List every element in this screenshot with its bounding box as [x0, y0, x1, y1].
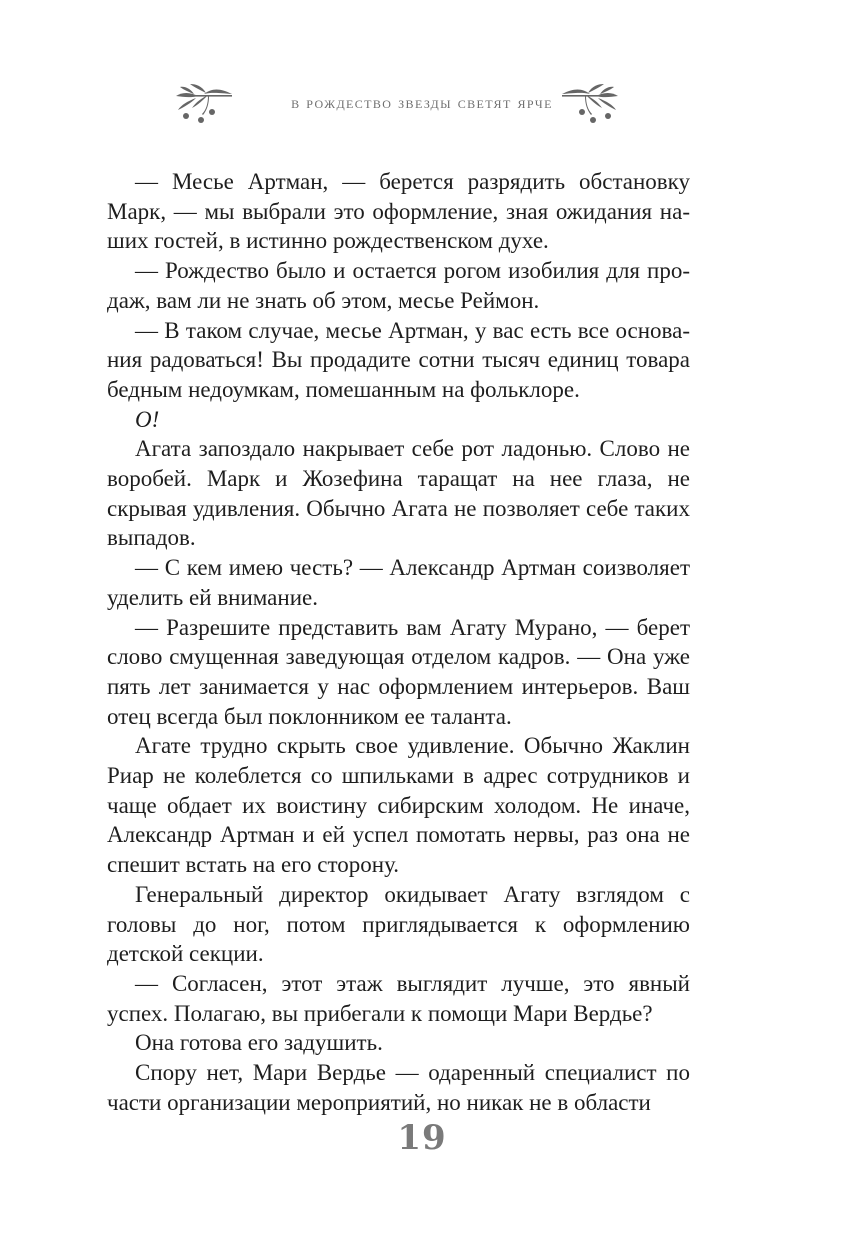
running-title: в рождество звезды светят ярче	[291, 92, 553, 112]
paragraph: Спору нет, Мари Вердье — одаренный специалист по части организации мероприятий, но никак не в области	[107, 1060, 690, 1115]
paragraph: Агате трудно скрыть свое удивление. Обычно Жаклин Риар не колеблется со шпильками в адрес сотрудников и чаще обдает их воистину сибирским холодом. Не иначе, Александр Артман и ей успел помотать нервы, раз она не спешит встать на его сторону.	[107, 733, 690, 878]
paragraph: — Разрешите представить вам Агату Мурано, — берет слово смущенная заведующая отделом кадров. — Она уже пять лет занимается у нас оформлением интерьеров. Ваш отец всегда был поклонником ее таланта.	[107, 614, 690, 729]
paragraph: — В таком случае, месье Артман, у вас есть все основания радоваться! Вы продадите сотни тысяч единиц товара бедным недоумкам, помешанным на фольклоре.	[107, 317, 690, 402]
body-text	[107, 167, 690, 1118]
paragraph: О!	[135, 406, 160, 432]
running-header	[0, 78, 844, 134]
paragraph: Агата запоздало накрывает себе рот ладонью. Слово не воробей. Марк и Жозефина таращат на нее глаза, не скрывая удивления. Обычно Агата не позволяет себе таких выпадов.	[107, 436, 690, 551]
paragraph: Она готова его задушить.	[135, 1030, 383, 1056]
holly-branch-icon	[558, 78, 622, 134]
paragraph: — Согласен, этот этаж выглядит лучше, это явный успех. Полагаю, вы прибегали к помощи Мари Вердье?	[107, 970, 690, 1026]
paragraph: — С кем имею честь? — Александр Артман соизволяет уделить ей внимание.	[107, 555, 690, 610]
paragraph: — Месье Артман, — берется разрядить обстановку Марк, — мы выбрали это оформление, зная ожидания наших гостей, в истинно рождественском духе.	[107, 169, 690, 254]
page-number: 19	[397, 1118, 447, 1158]
paragraph: — Рождество было и остается рогом изобилия для продаж, вам ли не знать об этом, месье Реймон.	[107, 258, 690, 313]
paragraph: Генеральный директор окидывает Агату взглядом с головы до ног, потом приглядывается к оформлению детской секции.	[107, 881, 690, 967]
